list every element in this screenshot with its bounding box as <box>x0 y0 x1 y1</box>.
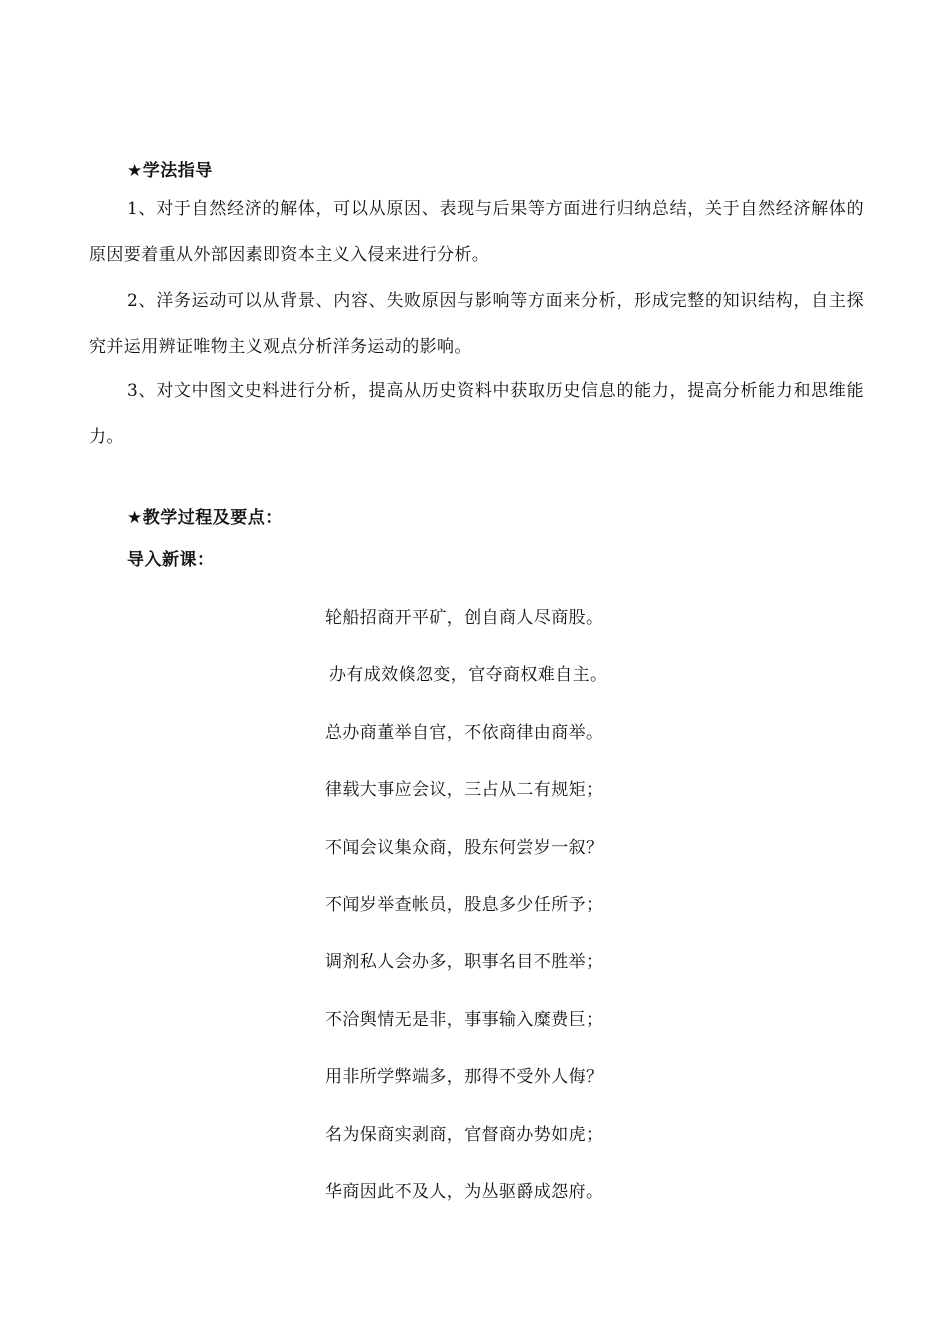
poem-line: 律载大事应会议，三占从二有规矩； <box>325 780 604 801</box>
poem-line: 用非所学弊端多，那得不受外人侮？ <box>325 1067 604 1088</box>
poem-line: 调剂私人会办多，职事名目不胜举； <box>325 952 604 973</box>
poem-line: 名为保商实剥商，官督商办势如虎； <box>325 1124 604 1145</box>
poem-line: 华商因此不及人，为丛驱爵成怨府。 <box>325 1181 604 1202</box>
poem-line: 办有成效倏忽变，官夺商权难自主。 <box>329 665 608 686</box>
study-guide-item-3: 3、对文中图文史料进行分析，提高从历史资料中获取历史信息的能力，提高分析能力和思维能力。 <box>89 381 864 447</box>
poem-line: 不洽舆情无是非，事事输入糜费巨； <box>325 1009 604 1030</box>
poem-line: 不闻会议集众商，股东何尝岁一叙？ <box>325 837 604 858</box>
poem-line: 不闻岁举查帐员，股息多少任所予； <box>325 894 604 915</box>
study-guide-heading: ★学法指导 <box>127 161 213 181</box>
poem-block <box>325 598 725 1229</box>
study-guide-item-2: 2、洋务运动可以从背景、内容、失败原因与影响等方面来分析，形成完整的知识结构，自主探究并运用辨证唯物主义观点分析洋务运动的影响。 <box>89 291 864 357</box>
study-guide-item-1: 1、对于自然经济的解体，可以从原因、表现与后果等方面进行归纳总结，关于自然经济解体的原因要着重从外部因素即资本主义入侵来进行分析。 <box>89 199 864 265</box>
teaching-process-heading: ★教学过程及要点： <box>127 508 283 528</box>
intro-heading: 导入新课： <box>127 550 215 570</box>
poem-line: 总办商董举自官，不依商律由商举。 <box>325 722 604 743</box>
poem-line: 轮船招商开平矿，创自商人尽商股。 <box>325 608 604 628</box>
